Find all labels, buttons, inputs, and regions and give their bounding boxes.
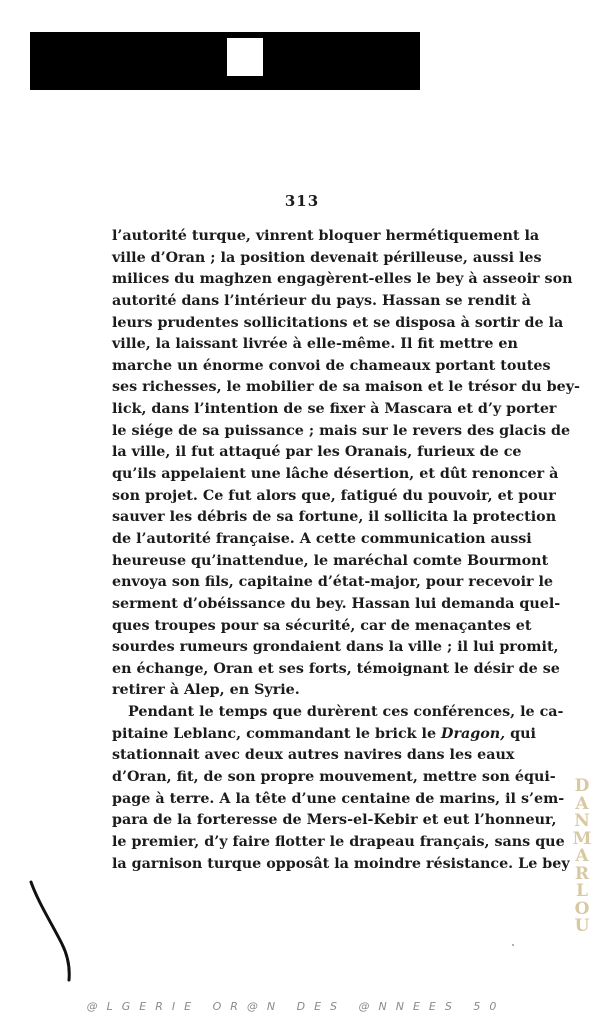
text-line: serment d’obéissance du bey. Hassan lui demanda quel- bbox=[112, 595, 561, 612]
text-span: qui bbox=[510, 725, 536, 742]
scan-dot bbox=[512, 944, 514, 946]
text-line: d’Oran, fit, de son propre mouvement, mettre son équi- bbox=[112, 769, 556, 786]
ship-name: Dragon, bbox=[441, 725, 506, 742]
text-line: la ville, il fut attaqué par les Oranais, furieux de ce bbox=[112, 444, 522, 461]
watermark-letter: R bbox=[574, 863, 590, 884]
text-line: l’autorité turque, vinrent bloquer hermétiquement la bbox=[112, 228, 540, 244]
text-line: envoya son fils, capitaine d’état-major, pour recevoir le bbox=[112, 574, 554, 591]
footer-watermark: @LGERIE OR@N DES @NNEES 50 bbox=[86, 1000, 506, 1013]
text-line: retirer à Alep, en Syrie. bbox=[112, 682, 300, 699]
watermark-letter: L bbox=[576, 881, 588, 901]
text-line: en échange, Oran et ses forts, témoignant le désir de se bbox=[112, 660, 560, 677]
text-line: lick, dans l’intention de se fixer à Mascara et d’y porter bbox=[112, 401, 557, 418]
text-line: ses richesses, le mobilier de sa maison et le trésor du bey- bbox=[112, 379, 580, 396]
watermark-letter: A bbox=[575, 846, 589, 866]
text-line: marche un énorme convoi de chameaux portant toutes bbox=[112, 357, 551, 374]
scan-mark bbox=[28, 880, 78, 984]
text-line: sourdes rumeurs grondaient dans la ville ; il lui promit, bbox=[112, 639, 559, 656]
body-text bbox=[112, 226, 580, 875]
text-line: autorité dans l’intérieur du pays. Hassan se rendit à bbox=[112, 292, 531, 309]
text-span: pitaine Leblanc, commandant le brick le bbox=[112, 725, 437, 742]
watermark-letter: O bbox=[574, 898, 590, 919]
text-line: para de la forteresse de Mers-el-Kebir et eut l’honneur, bbox=[112, 812, 557, 829]
text-line: heureuse qu’inattendue, le maréchal comte Bourmont bbox=[112, 552, 549, 569]
text-line: stationnait avec deux autres navires dans les eaux bbox=[112, 747, 515, 764]
text-line: de l’autorité française. A cette communication aussi bbox=[112, 530, 532, 547]
text-line: ville, la laissant livrée à elle-même. Il fit mettre en bbox=[112, 336, 518, 353]
text-line: Pendant le temps que durèrent ces conférences, le ca- bbox=[128, 704, 564, 721]
redaction-notch bbox=[227, 38, 263, 76]
text-line: sauver les débris de sa fortune, il sollicita la protection bbox=[112, 509, 557, 526]
redaction-bar bbox=[30, 32, 420, 90]
text-line bbox=[112, 724, 536, 746]
text-line: qu’ils appelaient une lâche désertion, et dût renoncer à bbox=[112, 466, 559, 483]
text-line: leurs prudentes sollicitations et se disposa à sortir de la bbox=[112, 314, 564, 331]
text-line: le premier, d’y faire flotter le drapeau français, sans que bbox=[112, 833, 565, 850]
watermark-letter: U bbox=[574, 916, 590, 936]
watermark-letter: N bbox=[574, 811, 590, 831]
text-line: milices du maghzen engagèrent-elles le bey à asseoir son bbox=[112, 271, 573, 288]
text-line: son projet. Ce fut alors que, fatigué du pouvoir, et pour bbox=[112, 487, 556, 504]
page-number: 313 bbox=[284, 192, 320, 210]
text-line: page à terre. A la tête d’une centaine de marins, il s’em- bbox=[112, 790, 565, 807]
text-line: ville d’Oran ; la position devenait périlleuse, aussi les bbox=[112, 249, 542, 266]
text-line: ques troupes pour sa sécurité, car de menaçantes et bbox=[112, 617, 532, 634]
text-line: le siége de sa puissance ; mais sur le revers des glacis de bbox=[112, 422, 571, 439]
vertical-watermark bbox=[572, 778, 592, 936]
watermark-letter: D bbox=[574, 776, 590, 796]
watermark-letter: M bbox=[572, 828, 592, 849]
watermark-letter: A bbox=[575, 793, 589, 814]
text-line: la garnison turque opposât la moindre résistance. Le bey bbox=[112, 855, 570, 872]
